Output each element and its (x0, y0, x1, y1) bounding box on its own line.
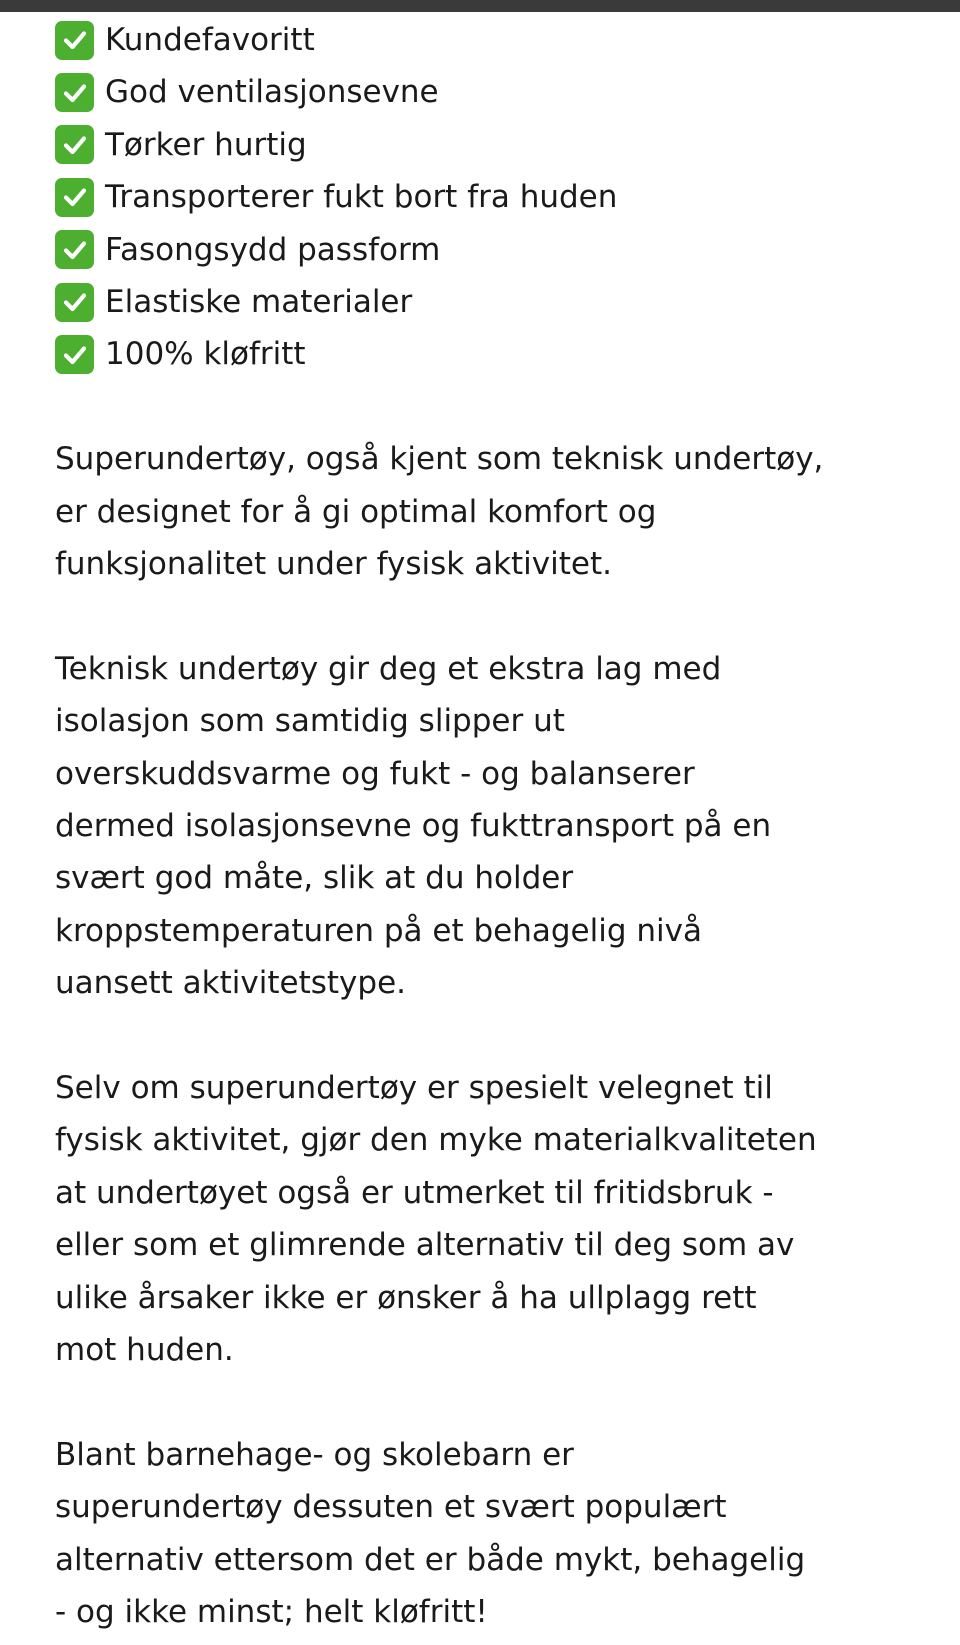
feature-label: God ventilasjonsevne (105, 74, 439, 111)
list-item (55, 276, 925, 328)
feature-label: Transporterer fukt bort fra huden (105, 179, 618, 216)
paragraph-children: Blant barnehage- og skolebarn er superundertøy dessuten et svært populært alternativ ettersom det er både mykt, behagelig - og ikke minst; helt kløfritt! (55, 1436, 806, 1631)
checkmark-icon (55, 178, 94, 217)
checkmark-icon (55, 283, 94, 322)
browser-top-bar (0, 0, 960, 12)
list-item (55, 14, 925, 66)
list-item (55, 171, 925, 223)
checkmark-icon (55, 125, 94, 164)
checkmark-icon (55, 230, 94, 269)
feature-label: 100% kløfritt (105, 336, 306, 373)
checkmark-icon (55, 335, 94, 374)
feature-label: Elastiske materialer (105, 283, 413, 320)
feature-list (55, 14, 925, 381)
list-item (55, 328, 925, 380)
product-description (55, 14, 925, 1638)
list-item (55, 119, 925, 171)
feature-label: Tørker hurtig (105, 126, 307, 163)
paragraph-insulation: Teknisk undertøy gir deg et ekstra lag med isolasjon som samtidig slipper ut overskuddsvarme og fukt - og balanserer dermed isolasjonsevne og fukttransport på en svært god måte, slik at du holder kroppstemperaturen på et behagelig nivå uansett aktivitetstype. (55, 650, 772, 1002)
paragraph-leisure: Selv om superundertøy er spesielt velegnet til fysisk aktivitet, gjør den myke materialkvaliteten at undertøyet også er utmerket til fritidsbruk - eller som et glimrende alternativ til deg som av ulike årsaker ikke er ønsker å ha ullplagg rett mot huden. (55, 1069, 817, 1368)
checkmark-icon (55, 73, 94, 112)
paragraph-intro: Superundertøy, også kjent som teknisk undertøy, er designet for å gi optimal komfort og funksjonalitet under fysisk aktivitet. (55, 441, 824, 582)
feature-label: Fasongsydd passform (105, 231, 441, 268)
list-item (55, 66, 925, 118)
list-item (55, 224, 925, 276)
checkmark-icon (55, 21, 94, 60)
feature-label: Kundefavoritt (105, 22, 315, 58)
